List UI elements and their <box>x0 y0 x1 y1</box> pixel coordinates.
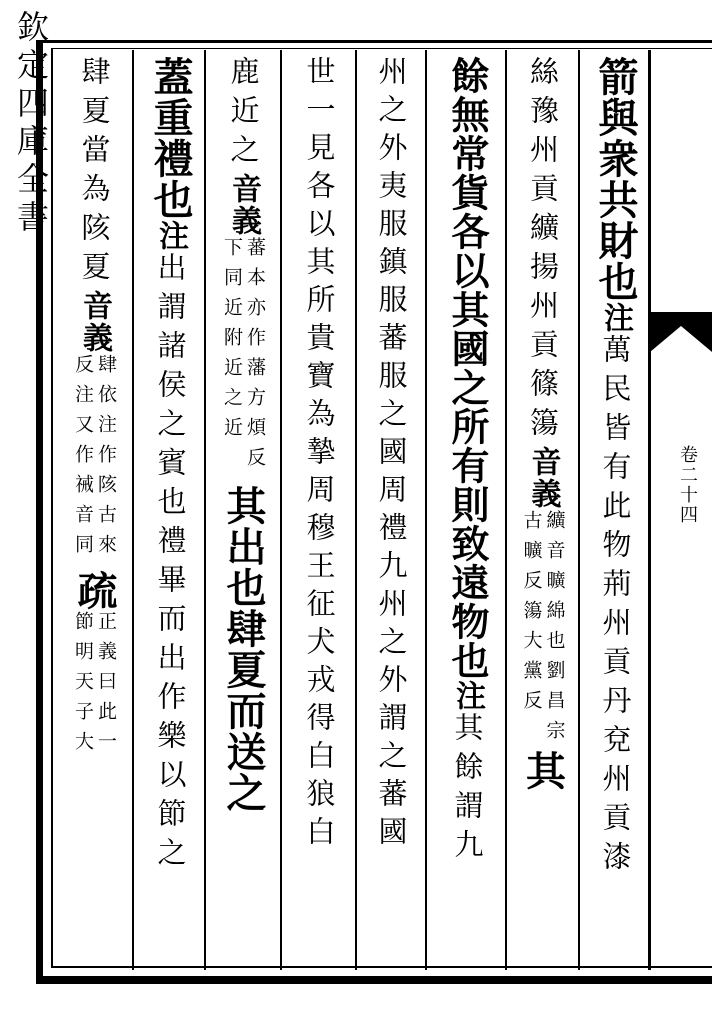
annotation-right: 蕃本亦作藩方煩反 <box>244 237 266 477</box>
column-rule <box>204 50 206 970</box>
column-rule <box>132 50 134 970</box>
commentary-text: 肆夏當為陔夏 <box>77 56 112 290</box>
column-rule <box>425 50 427 970</box>
volume-number: 卷二十四 <box>677 445 698 525</box>
commentary-text: 其餘謂九 <box>450 712 485 868</box>
column-rule <box>280 50 282 970</box>
annotation-pair <box>522 510 564 750</box>
main-text: 餘無常貨各以其國之所有則致遠物也 <box>445 56 490 680</box>
annotation-pair <box>73 354 115 564</box>
column-rule <box>355 50 357 970</box>
shu-marker: 疏 <box>71 570 118 611</box>
annotation-left: 古曠反簜大黨反 <box>520 510 543 720</box>
commentary-text: 鹿近之 <box>226 56 261 173</box>
commentary-text: 絲豫州貢纊揚州貢篠簜 <box>526 56 560 446</box>
main-text: 其出也肆夏而送之 <box>220 485 267 813</box>
commentary-marker: 注 <box>153 220 188 252</box>
collection-title: 欽定四庫全書 <box>12 10 50 238</box>
yinyi-marker: 音義 <box>525 446 561 510</box>
column-rule <box>505 50 507 970</box>
annotation-pair <box>222 237 264 477</box>
column-rule <box>578 50 580 970</box>
text-column-4 <box>360 56 422 964</box>
commentary-text: 出謂諸侯之賓也禮畢而出作樂以節之 <box>153 252 188 876</box>
text-column-2 <box>510 56 575 964</box>
annotation-right: 正義曰此一 <box>95 611 117 761</box>
commentary-text: 世一見各以其所貴寶為摯周穆王征犬戎得白狼白 <box>302 56 337 854</box>
annotation-left: 節明天子大 <box>72 611 94 761</box>
yinyi-marker: 音義 <box>77 290 112 354</box>
main-text: 蓋重禮也 <box>147 56 194 220</box>
text-column-1 <box>585 56 645 964</box>
text-column-5 <box>286 56 352 964</box>
annotation-right: 肆依注作陔古來 <box>95 354 117 564</box>
yinyi-marker: 音義 <box>226 173 261 237</box>
commentary-text: 萬民皆有此物荊州貢丹兗州貢漆 <box>598 334 633 880</box>
annotation-left: 下同近附近之近 <box>221 237 243 447</box>
text-column-6 <box>210 56 276 964</box>
column-rule <box>648 50 651 970</box>
commentary-marker: 注 <box>450 680 485 712</box>
annotation-pair <box>73 611 115 761</box>
text-column-7 <box>138 56 202 964</box>
main-text: 其 <box>519 750 567 791</box>
commentary-text: 州之外夷服鎮服蕃服之國周禮九州之外謂之蕃國 <box>374 56 409 854</box>
annotation-right: 纊音曠綿也劉昌宗 <box>543 510 566 750</box>
text-column-3 <box>432 56 502 964</box>
commentary-marker: 注 <box>598 302 633 334</box>
main-text: 箭與衆共財也 <box>592 56 639 302</box>
annotation-left: 反注又作祴音同 <box>72 354 94 564</box>
text-column-8 <box>58 56 130 964</box>
fish-tail-mark <box>650 312 712 352</box>
